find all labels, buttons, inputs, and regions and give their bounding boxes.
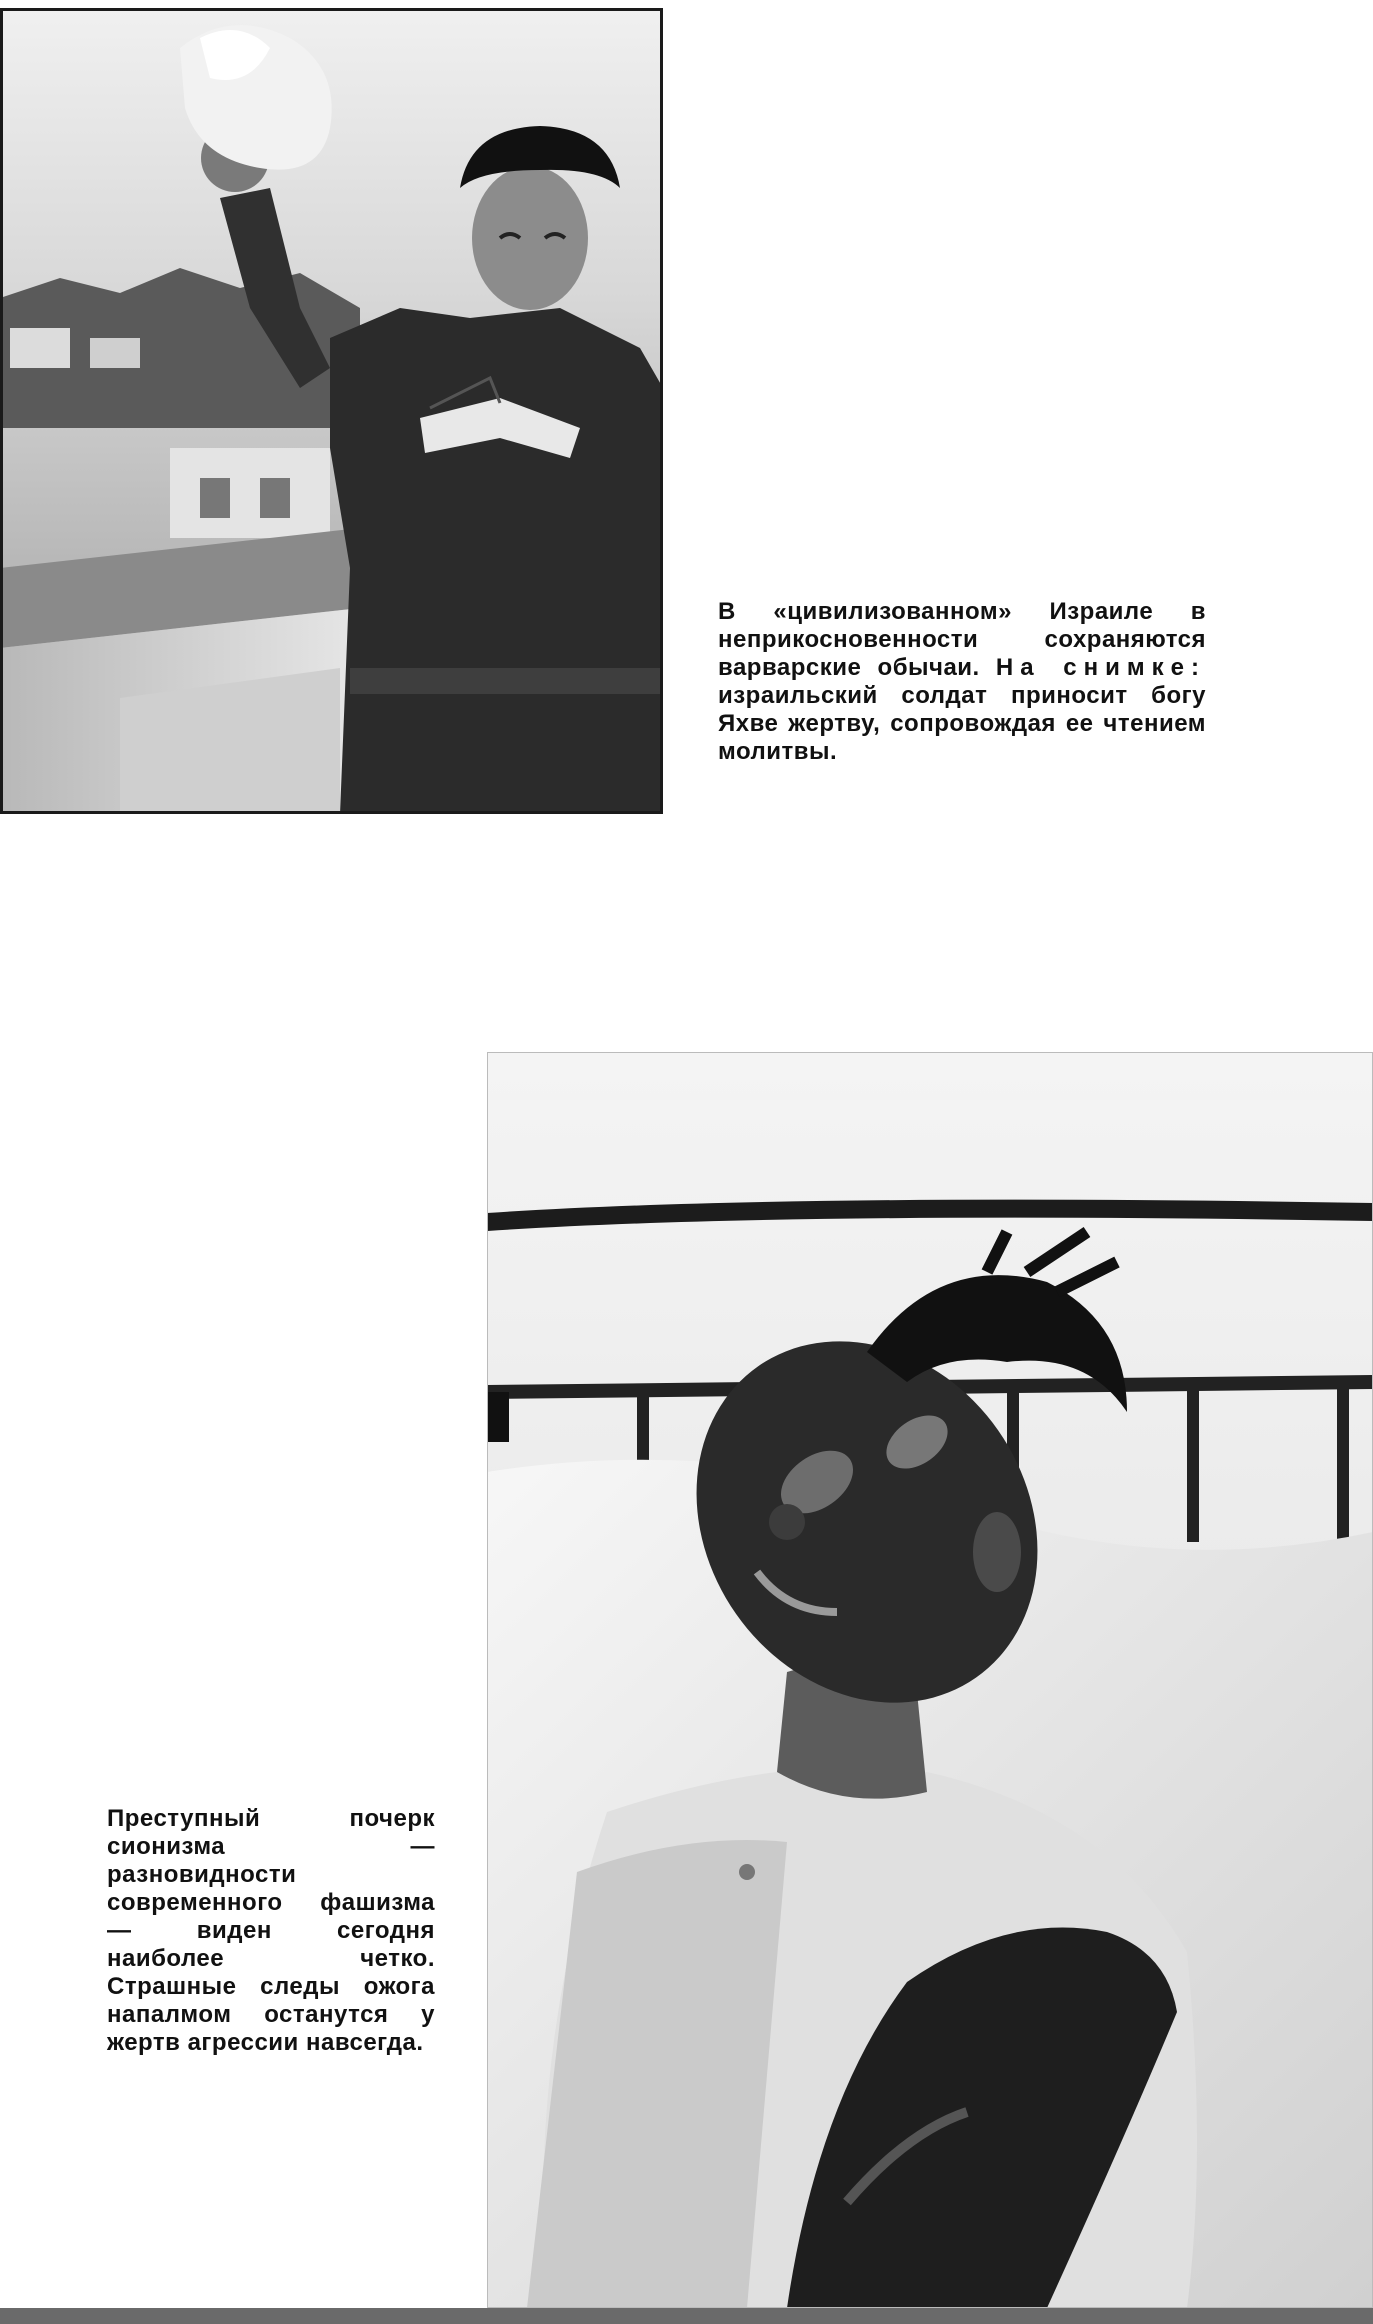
photo-napalm-victim	[487, 1052, 1373, 2308]
soldier-photo-image	[0, 8, 663, 814]
caption-soldier-sacrifice	[718, 598, 1206, 766]
caption-top-part1: В «цивилизованном» Израиле в неприкосновенности сохраняются варварские обычаи.	[718, 598, 1206, 681]
caption-top-part2: израильский солдат приносит богу Яхве жертву, сопровождая ее чтением молитвы.	[718, 682, 1206, 765]
caption-top-emphasis: На снимке:	[995, 654, 1206, 681]
caption-napalm-victim: Преступный почерк сионизма — разновидности современного фашизма — виден сегодня наиболее четко. Страшные следы ожога напалмом останутся у жертв агрессии навсегда.	[107, 1805, 435, 2056]
page-bottom-edge	[0, 2308, 1373, 2324]
napalm-victim-photo-image	[487, 1052, 1373, 2308]
photo-soldier-sacrifice	[0, 8, 663, 814]
